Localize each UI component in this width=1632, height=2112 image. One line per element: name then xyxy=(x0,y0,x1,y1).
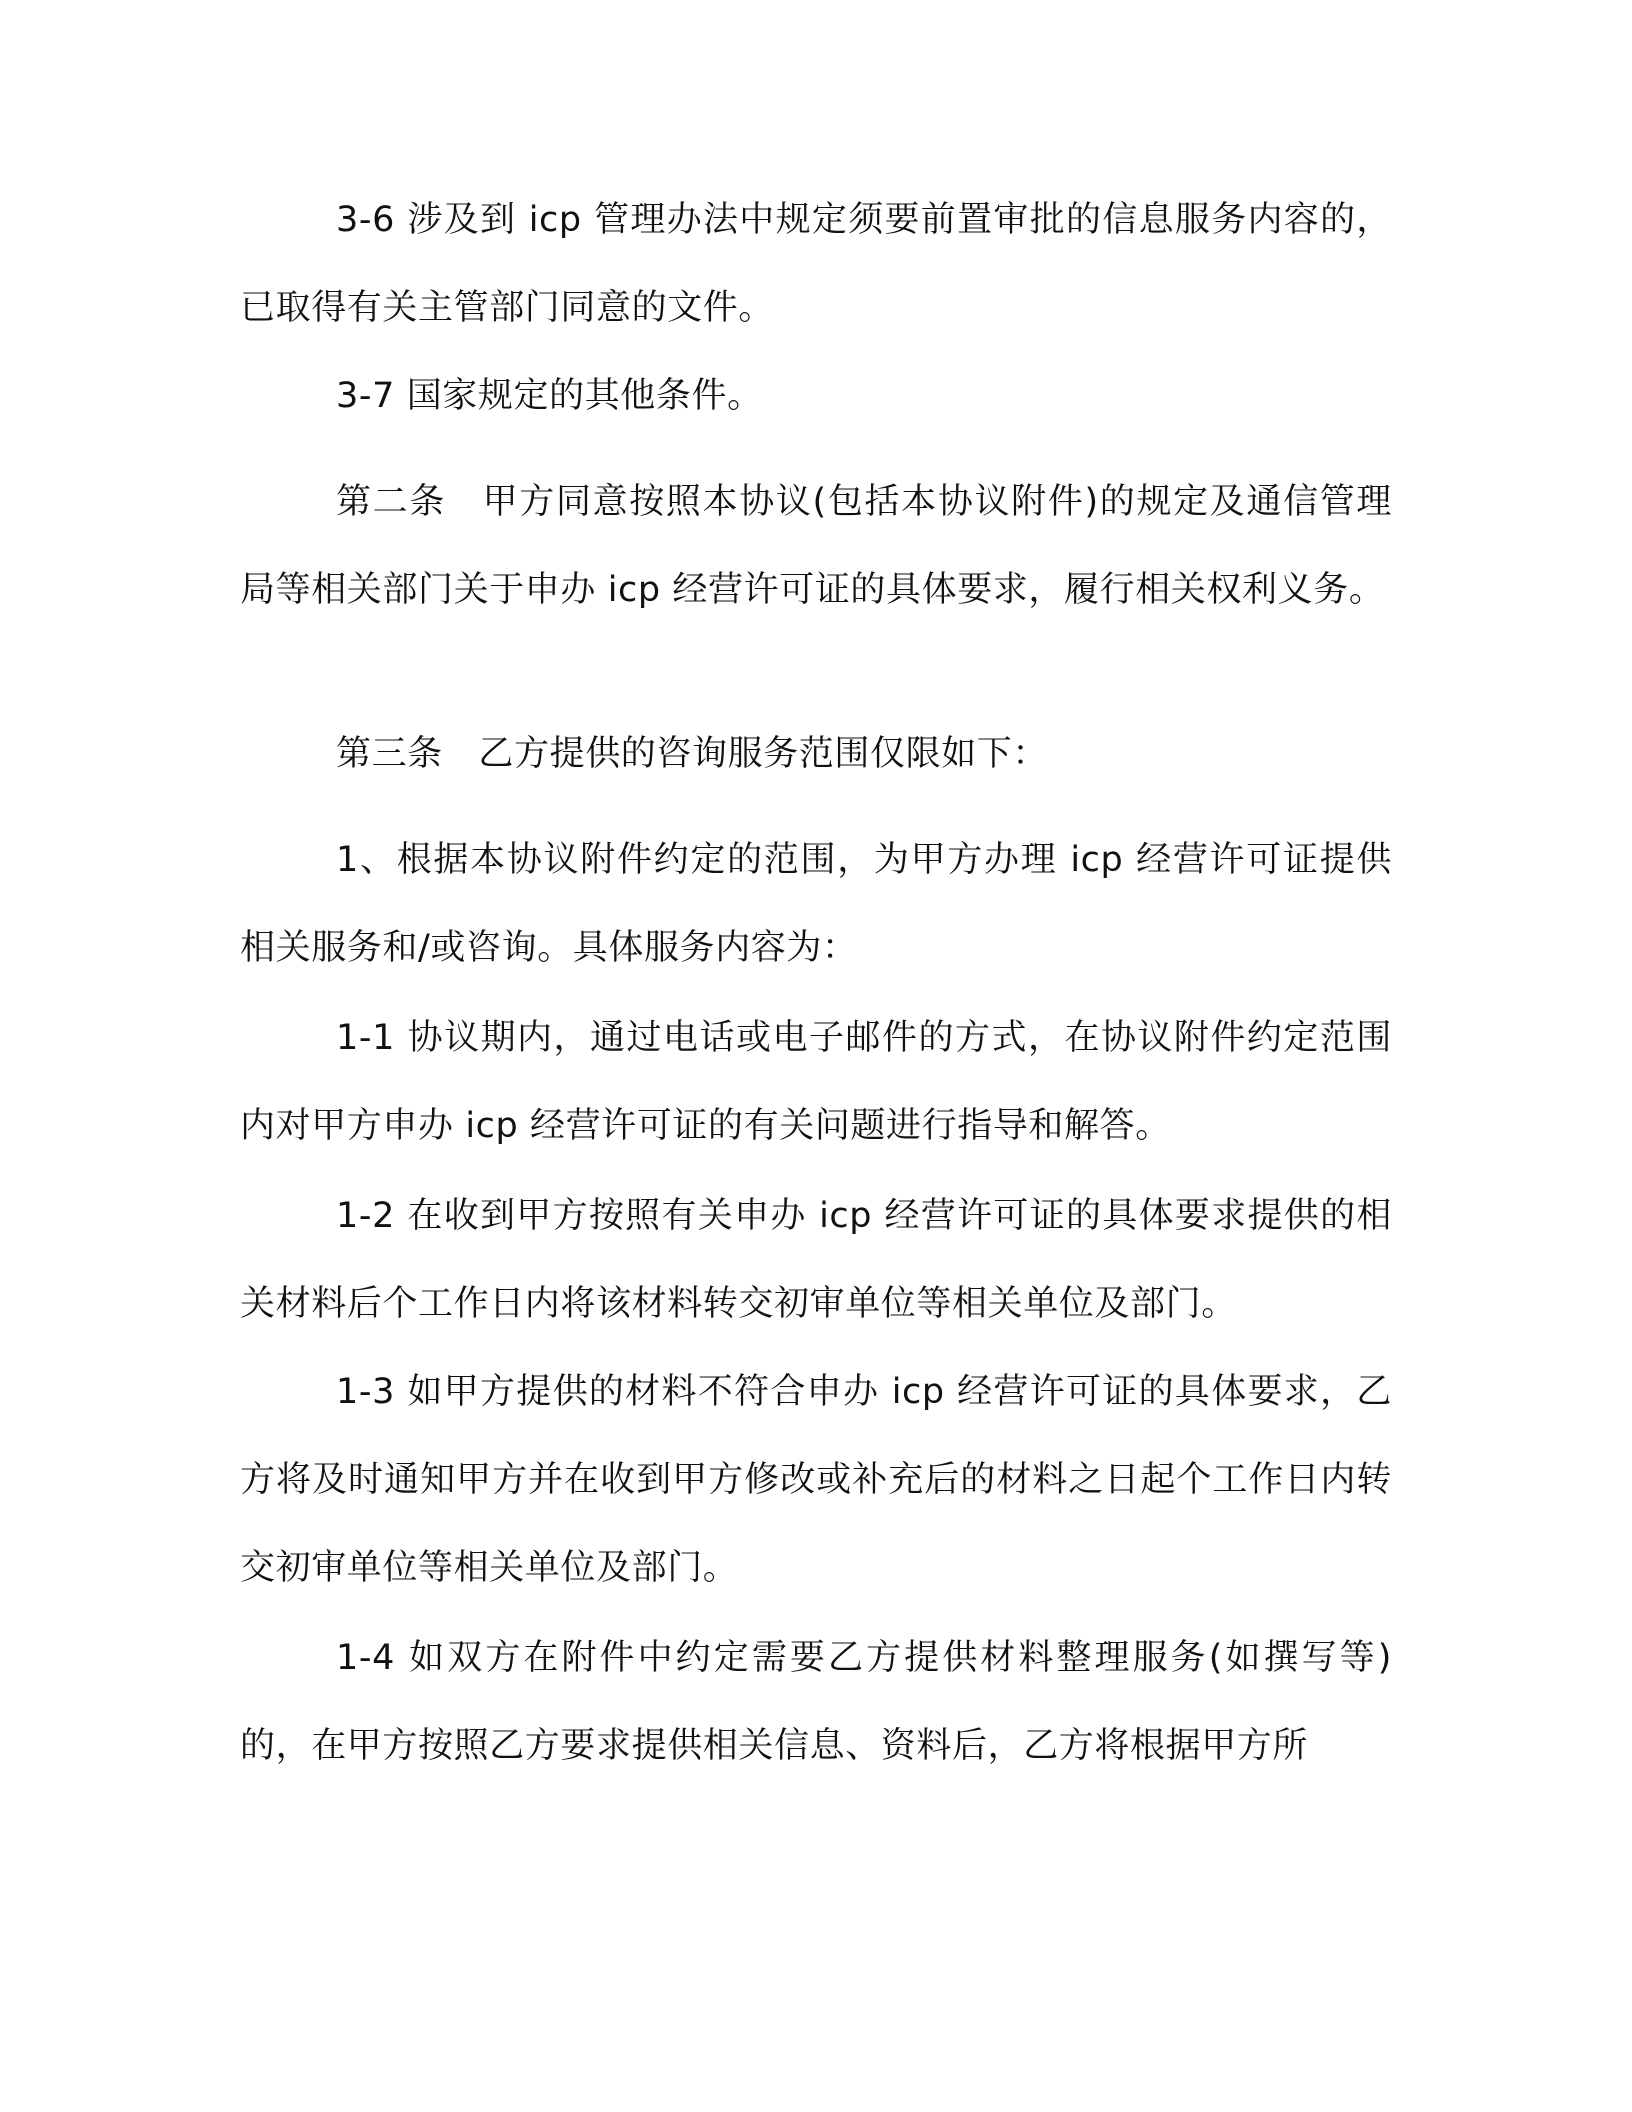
paragraph-item-1: 1、根据本协议附件约定的范围，为甲方办理 icp 经营许可证提供相关服务和/或咨询。具体服务内容为： xyxy=(240,840,1392,968)
paragraph-1-3: 1-3 如甲方提供的材料不符合申办 icp 经营许可证的具体要求，乙方将及时通知甲方并在收到甲方修改或补充后的材料之日起个工作日内转交初审单位等相关单位及部门。 xyxy=(240,1372,1392,1588)
paragraph-article-2: 第二条 甲方同意按照本协议(包括本协议附件)的规定及通信管理局等相关部门关于申办 icp 经营许可证的具体要求，履行相关权利义务。 xyxy=(240,482,1392,610)
paragraph-1-1: 1-1 协议期内，通过电话或电子邮件的方式，在协议附件约定范围内对甲方申办 icp 经营许可证的有关问题进行指导和解答。 xyxy=(240,1018,1392,1146)
paragraph-1-2: 1-2 在收到甲方按照有关申办 icp 经营许可证的具体要求提供的相关材料后个工作日内将该材料转交初审单位等相关单位及部门。 xyxy=(240,1196,1392,1324)
paragraph-3-7: 3-7 国家规定的其他条件。 xyxy=(336,376,763,416)
paragraph-1-4: 1-4 如双方在附件中约定需要乙方提供材料整理服务(如撰写等)的，在甲方按照乙方要求提供相关信息、资料后，乙方将根据甲方所 xyxy=(240,1638,1392,1766)
paragraph-article-3: 第三条 乙方提供的咨询服务范围仅限如下： xyxy=(336,734,1049,774)
paragraph-3-6: 3-6 涉及到 icp 管理办法中规定须要前置审批的信息服务内容的，已取得有关主管部门同意的文件。 xyxy=(240,200,1392,328)
